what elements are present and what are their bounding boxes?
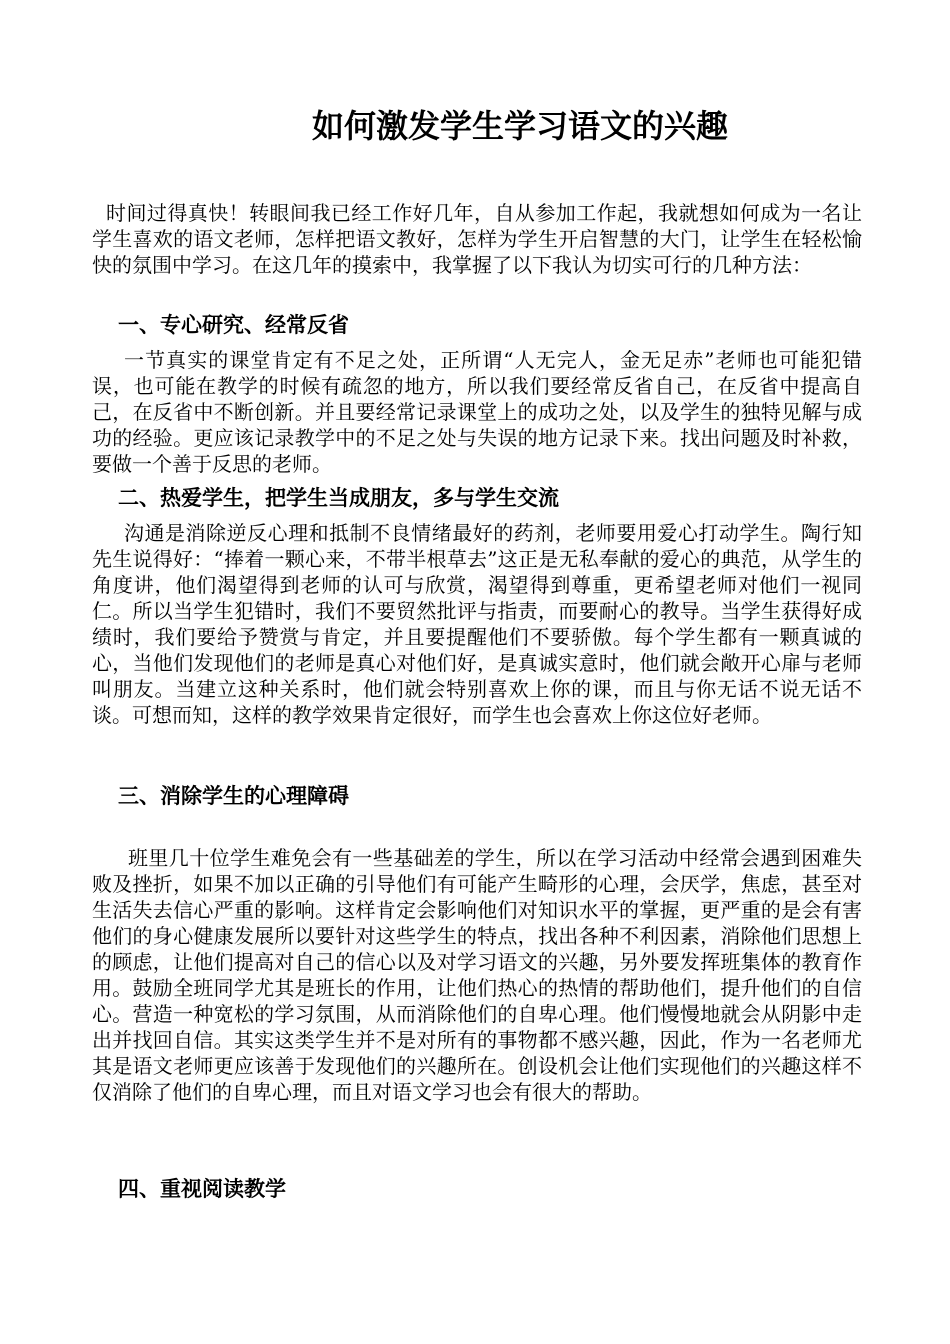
section-1-heading: 一、专心研究、经常反省 — [118, 313, 349, 337]
section-3-heading: 三、消除学生的心理障碍 — [118, 784, 349, 808]
section-3-body: 班里几十位学生难免会有一些基础差的学生，所以在学习活动中经常会遇到困难失败及挫折，如果不加以正确的引导他们有可能产生畸形的心理，会厌学，焦虑，甚至对生活失去信心严重的影响。这样肯定会影响他们对知识水平的掌握，更严重的是会有害他们的身心健康发展所以要针对这些学生的特点，找出各种不利因素，消除他们思想上的顾虑，让他们提高对自己的信心以及对学习语文的兴趣，另外要发挥班集体的教育作用。鼓励全班同学尤其是班长的作用，让他们热心的热情的帮助他们，提升他们的自信心。营造一种宽松的学习氛围，从而消除他们的自卑心理。他们慢慢地就会从阴影中走出并找回自信。其实这类学生并不是对所有的事物都不感兴趣，因此，作为一名老师尤其是语文老师更应该善于发现他们的兴趣所在。创设机会让他们实现他们的兴趣这样不仅消除了他们的自卑心理，而且对语文学习也会有很大的帮助。 — [92, 846, 862, 1104]
document-title: 如何激发学生学习语文的兴趣 — [311, 107, 728, 145]
intro-paragraph: 时间过得真快！转眼间我已经工作好几年，自从参加工作起，我就想如何成为一名让学生喜欢的语文老师，怎样把语文教好，怎样为学生开启智慧的大门，让学生在轻松愉快的氛围中学习。在这几年的摸索中，我掌握了以下我认为切实可行的几种方法： — [92, 201, 862, 277]
section-2-heading: 二、热爱学生，把学生当成朋友，多与学生交流 — [118, 486, 559, 510]
section-1-body: 一节真实的课堂肯定有不足之处，正所谓“人无完人，金无足赤”老师也可能犯错误，也可能在教学的时候有疏忽的地方，所以我们要经常反省自己，在反省中提高自己，在反省中不断创新。并且要经常记录课堂上的成功之处，以及学生的独特见解与成功的经验。更应该记录教学中的不足之处与失误的地方记录下来。找出问题及时补救，要做一个善于反思的老师。 — [92, 348, 862, 476]
section-2-body: 沟通是消除逆反心理和抵制不良情绪最好的药剂，老师要用爱心打动学生。陶行知先生说得好：“捧着一颗心来，不带半根草去”这正是无私奉献的爱心的典范，从学生的角度讲，他们渴望得到老师的认可与欣赏，渴望得到尊重，更希望老师对他们一视同仁。所以当学生犯错时，我们不要贸然批评与指责，而要耐心的教导。当学生获得好成绩时，我们要给予赞赏与肯定，并且要提醒他们不要骄傲。每个学生都有一颗真诚的心，当他们发现他们的老师是真心对他们好，是真诚实意时，他们就会敞开心扉与老师叫朋友。当建立这种关系时，他们就会特别喜欢上你的课，而且与你无话不说无话不谈。可想而知，这样的教学效果肯定很好，而学生也会喜欢上你这位好老师。 — [92, 521, 862, 727]
section-4-heading: 四、重视阅读教学 — [118, 1177, 286, 1201]
